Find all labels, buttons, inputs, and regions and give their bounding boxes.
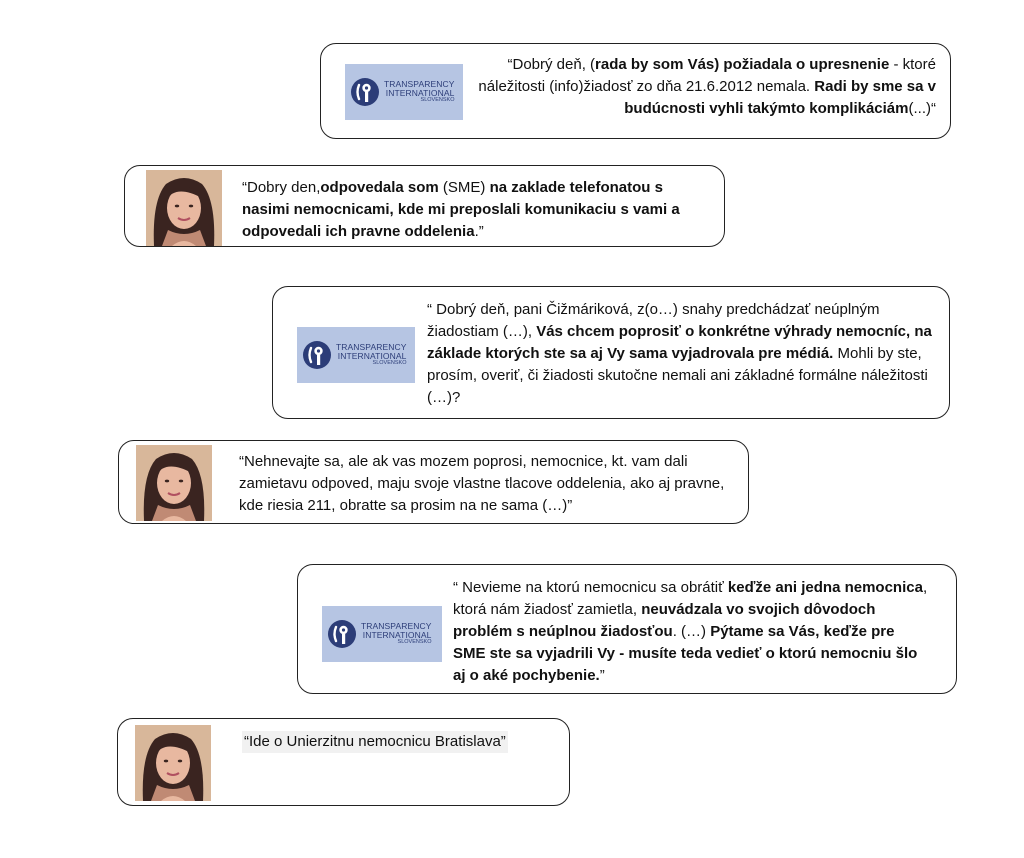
message-segment: ” — [599, 667, 605, 684]
message-segment: (SME) — [438, 179, 490, 196]
transparency-international-logo-icon — [350, 77, 380, 107]
message-segment: “ Nevieme na ktorú nemocnicu sa obrátiť — [453, 579, 728, 596]
logo-line-1: TRANSPARENCY — [336, 342, 407, 353]
message-segment: . (…) — [672, 623, 711, 640]
logo-line-2: INTERNATIONAL — [337, 351, 407, 362]
transparency-international-logo — [297, 327, 415, 383]
message-bubble-ti-2 — [272, 286, 950, 419]
person-avatar — [146, 170, 222, 246]
message-bold-segment: rada by som Vás) požiadala o upresnenie — [595, 56, 890, 73]
message-bubble-ti-1 — [320, 43, 951, 139]
logo-line-1: TRANSPARENCY — [384, 79, 455, 90]
transparency-international-logo-icon — [327, 619, 357, 649]
message-segment: - ktoré náležitosti (info)žiadosť zo dňa 21.6.2012 nemala. — [478, 56, 936, 95]
logo-line-3: SLOVENSKO — [397, 639, 432, 646]
logo-line-3: SLOVENSKO — [372, 360, 407, 367]
logo-line-3: SLOVENSKO — [420, 97, 455, 104]
message-segment: (...)“ — [908, 100, 936, 117]
message-bubble-person-2 — [118, 440, 749, 524]
message-segment: “Nehnevajte sa, ale ak vas mozem poprosi, nemocnice, kt. vam dali zamietavu odpoved, maju svoje vlastne tlacove oddelenia, ako aj pravne, kde riesia 211, obratte sa prosim na ne sama (…)” — [239, 453, 725, 514]
person-avatar — [136, 445, 212, 521]
person-avatar — [135, 725, 211, 801]
transparency-international-logo — [322, 606, 442, 662]
transparency-international-logo-icon — [302, 340, 332, 370]
transparency-international-logo — [345, 64, 463, 120]
message-text — [476, 54, 936, 120]
message-bold-segment: Radi by sme sa v budúcnosti vyhli takýmto komplikáciám — [624, 78, 936, 117]
message-bold-segment: Pýtame sa Vás, keďže pre SME ste sa vyjadrili Vy - musíte teda vedieť o ktorú nemocniu šlo aj o aké pochybenie. — [453, 623, 918, 684]
message-text — [427, 299, 939, 409]
message-bubble-ti-3 — [297, 564, 957, 694]
message-bold-segment: odpovedala som — [320, 179, 439, 196]
message-segment: “Dobrý deň, ( — [507, 56, 596, 73]
message-bold-segment: na zaklade telefonatou s nasimi nemocnicami, kde mi preposlali komunikaciu s vami a odpovedali ich pravne oddelenia — [242, 179, 680, 240]
message-bold-segment: neuvádzala vo svojich dôvodoch problém s neúplnou žiadosťou — [453, 601, 876, 640]
message-bold-segment: Vás chcem poprosiť o konkrétne výhrady nemocníc, na základe ktorých ste sa aj Vy sama vyjadrovala pre médiá. — [427, 323, 932, 362]
message-segment: Mohli by ste, prosím, overiť, či žiadosti skutočne nemali ani základné formálne náležitosti (…)? — [427, 345, 928, 406]
message-segment: .” — [474, 223, 484, 240]
message-bold-segment: keďže ani jedna nemocnica — [727, 579, 923, 596]
logo-line-2: INTERNATIONAL — [385, 88, 455, 99]
message-bubble-person-3 — [117, 718, 570, 806]
message-text — [453, 577, 931, 687]
message-segment: “Ide o Unierzitnu nemocnicu Bratislava” — [244, 733, 506, 750]
message-text — [239, 451, 739, 517]
message-text — [242, 731, 508, 753]
logo-line-1: TRANSPARENCY — [361, 621, 432, 632]
message-segment: “Dobry den, — [242, 179, 321, 196]
message-segment: “ Dobrý deň, pani Čižmáriková, z(o…) snahy predchádzať neúplným žiadostiam (…), — [427, 301, 880, 340]
message-segment: , ktorá nám žiadosť zamietla, — [453, 579, 928, 618]
message-bubble-person-1 — [124, 165, 725, 247]
message-text — [242, 177, 712, 243]
logo-line-2: INTERNATIONAL — [362, 630, 432, 641]
